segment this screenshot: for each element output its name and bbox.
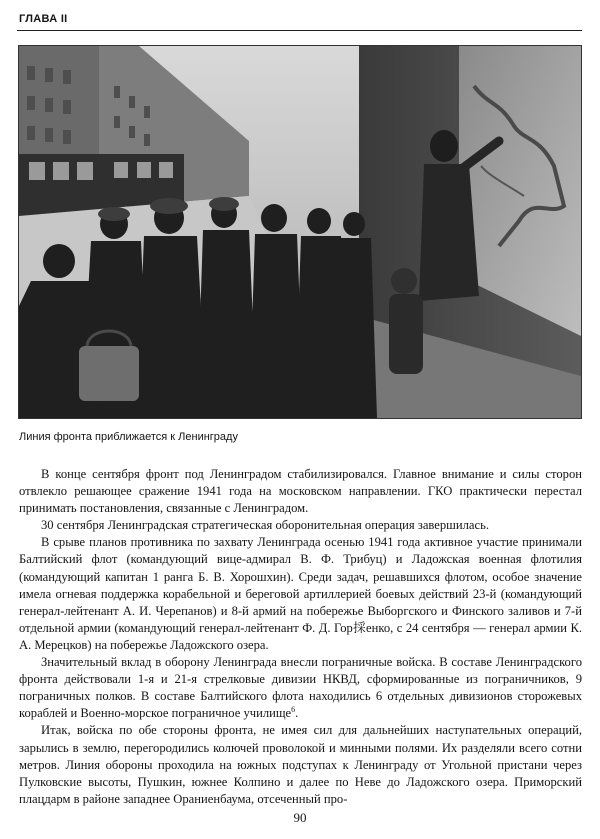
photo-caption: Линия фронта приближается к Ленинграду: [19, 431, 238, 443]
paragraph: В срыве планов противника по захвату Ленинграда осенью 1941 года активное участие принимали Балтийский флот (командующий вице-адмирал В. Ф. Трибуц) и Ладожская военная флотилия (командующий капитан 1 ранга Б. В. Хорошхин). Среди задач, решавшихся флотом, особое значение имела огневая поддержка корабельной и береговой артиллерией боевых действий 23-й (командующий генерал-лейтенант А. И. Черепанов) и 8-й армий на побережье Выборгского и Финского заливов и 7-й отдельной армии (командующий генерал-лейтенант Ф. Д. Гор採енко, с 24 сентября — генерал армии К. А. Мерецков) на побережье Ладожского озера.: [19, 535, 582, 652]
paragraph-with-footnote: Значительный вклад в оборону Ленинграда внесли пограничные войска. В составе Ленинградского фронта действовали 1-я и 21-я стрелковые дивизии НКВД, сформированные из пограничников, 9 пограничных полков. В составе Балтийского флота находились 6 отдельных дивизионов сторожевых кораблей и Военно-морское пограничное училище$^6$.: [19, 655, 582, 721]
paragraph: 30 сентября Ленинградская стратегическая оборонительная операция завершилась.: [41, 518, 489, 533]
paragraph: В конце сентября фронт под Ленинградом стабилизировался. Главное внимание и силы сторон отвлекло решающее сражение 1941 года на московском направлении. ГКО практически перестал принимать постановления, связанные с Ленинградом.: [19, 467, 582, 516]
footnote-mark: 6: [291, 705, 296, 715]
header-rule: [17, 30, 582, 31]
paragraph: Итак, войска по обе стороны фронта, не имея сил для дальнейших наступательных операций, зарылись в землю, перегородились колючей проволокой и минными полями. Их разделяли всего сотни метров. Линия обороны проходила на южных подступах к Ленинграду от Угольной пристани через Пулковские высоты, Пушкин, южнее Колпино и далее по Неве до Ладожского озера. Приморский плацдарм в районе западнее Ораниенбаума, отсеченный про-: [19, 723, 582, 806]
photo-front-line-map-crowd: [18, 45, 582, 419]
page-number: 90: [293, 810, 307, 825]
paragraph-text: Значительный вклад в оборону Ленинграда внесли пограничные войска. В составе Ленинградского фронта действовали 1-я и 21-я стрелковые дивизии НКВД, сформированные из пограничников, 9 пограничных полков. В составе Балтийского флота находились 6 отдельных дивизионов сторожевых кораблей и Военно-морское пограничное училище: [19, 655, 582, 721]
body-text: [19, 466, 582, 808]
running-head: ГЛАВА II: [19, 13, 68, 25]
